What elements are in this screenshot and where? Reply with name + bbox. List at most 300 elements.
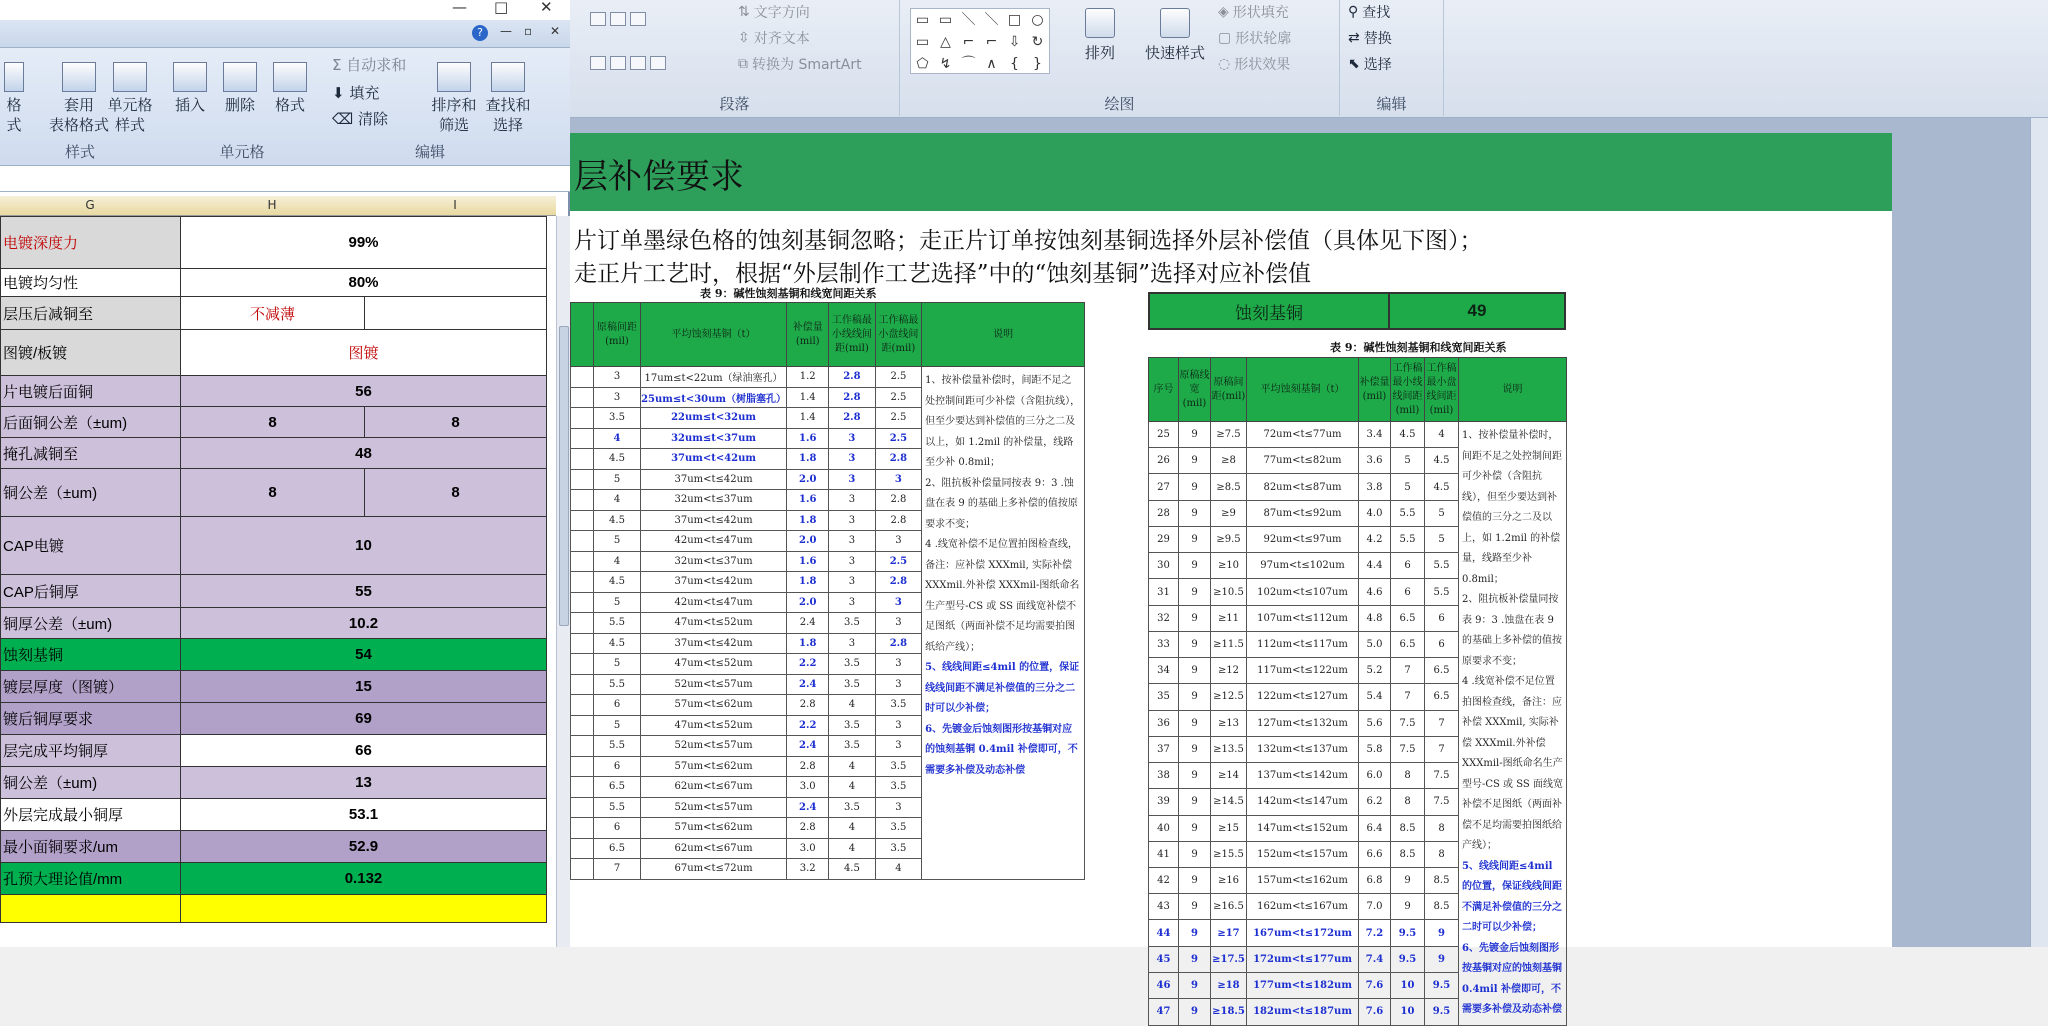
label-cell[interactable]: 镀层厚度（图镀） xyxy=(1,671,181,703)
table-cell: 6 xyxy=(1391,579,1425,605)
table-cell: 4.5 xyxy=(1425,448,1459,474)
sheet-row xyxy=(1,376,547,407)
editing-group-label: 编辑 xyxy=(414,143,445,161)
table-header-cell: 平均蚀刻基铜（t） xyxy=(1247,358,1359,422)
outline-icon: ▢ xyxy=(1218,30,1232,46)
table-cell: 132um<t≤137um xyxy=(1247,736,1359,762)
binoculars-icon: ⚲ xyxy=(1348,4,1359,20)
label-cell[interactable]: 铜公差（±um) xyxy=(1,767,181,799)
table-cell: 4.5 xyxy=(1391,422,1425,448)
table-cell: 38 xyxy=(1149,763,1179,789)
table-cell: 32 xyxy=(1149,605,1179,631)
insert-button[interactable]: 插入 xyxy=(170,62,210,115)
label-cell[interactable]: 蚀刻基铜 xyxy=(1,639,181,671)
shape-effects-button[interactable]: ◌ 形状效果 xyxy=(1218,56,1291,73)
value-cell[interactable]: 53.1 xyxy=(181,799,547,831)
indent-icon[interactable] xyxy=(610,12,626,26)
table-cell: 6 xyxy=(594,695,641,716)
table-cell: 10 xyxy=(1391,999,1425,1025)
table-cell: 3 xyxy=(875,613,922,634)
notes-cell xyxy=(922,367,1085,880)
table-cell: 5 xyxy=(594,592,641,613)
shape-item[interactable]: ○ xyxy=(1031,12,1044,28)
close-button[interactable]: ✕ xyxy=(540,0,553,16)
align-right-icon[interactable] xyxy=(630,56,646,70)
label-cell[interactable]: CAP后铜厚 xyxy=(1,575,181,608)
table-cell xyxy=(571,592,594,613)
table-cell: 32um<t≤37um xyxy=(640,490,787,511)
shape-item[interactable]: ⌐ xyxy=(985,34,998,50)
delete-button[interactable]: 删除 xyxy=(220,62,260,115)
table-cell: ≥8 xyxy=(1211,448,1247,474)
note-paragraph: 4 .线宽补偿不足位置拍图检查线，备注：应补偿 XXXmil, 实际补偿 XXXmil.外补偿 XXXmil-图纸命名生产型号-CS 或 SS 面线宽补偿不足图纸（两面补偿不足均需要拍图纸给产线）； xyxy=(925,539,1080,653)
sheet-row xyxy=(1,671,547,703)
bullet-list-icon[interactable] xyxy=(590,12,606,26)
align-center-icon[interactable] xyxy=(610,56,626,70)
table-cell xyxy=(571,674,594,695)
table-header-cell: 原稿间距(mil) xyxy=(1211,358,1247,422)
value-cell[interactable]: 13 xyxy=(181,767,547,799)
table-cell xyxy=(571,695,594,716)
table-cell: 52um<t≤57um xyxy=(640,736,787,757)
compensation-table-right xyxy=(1148,357,1567,1026)
shape-item[interactable]: ▭ xyxy=(915,12,930,28)
shape-item[interactable]: ＼ xyxy=(961,12,976,28)
table-cell: 57um<t≤62um xyxy=(640,756,787,777)
table-cell xyxy=(571,818,594,839)
table-cell: 92um<t≤97um xyxy=(1247,526,1359,552)
sheet-row xyxy=(1,703,547,735)
table-cell xyxy=(571,715,594,736)
paragraph-group xyxy=(570,0,900,116)
list-buttons[interactable] xyxy=(590,12,646,26)
table-cell: 97um<t≤102um xyxy=(1247,553,1359,579)
shape-item[interactable]: □ xyxy=(1007,12,1022,28)
shape-item[interactable]: { xyxy=(1010,56,1019,72)
table-cell: 3.5 xyxy=(829,797,876,818)
value-cell[interactable] xyxy=(365,297,547,330)
label-cell[interactable]: 外层完成最小铜厚 xyxy=(1,799,181,831)
table-cell xyxy=(571,736,594,757)
help-icon[interactable]: ? xyxy=(472,25,488,41)
table-cell: 172um<t≤177um xyxy=(1247,946,1359,972)
table-cell xyxy=(571,572,594,593)
table-cell: 3 xyxy=(875,736,922,757)
label-cell[interactable]: 后面铜公差（±um) xyxy=(1,407,181,438)
paragraph-group-label: 段落 xyxy=(719,95,750,113)
sheet-row xyxy=(1,575,547,608)
sheet-row xyxy=(1,831,547,863)
table-cell: 4 xyxy=(829,695,876,716)
table-cell: ≥11 xyxy=(1211,605,1247,631)
table-cell: 9 xyxy=(1179,448,1211,474)
table-cell: 47um<t≤52um xyxy=(640,715,787,736)
table-cell: 3 xyxy=(829,449,876,470)
shape-item[interactable]: } xyxy=(1033,56,1042,72)
find-select-button[interactable]: 查找和 选择 xyxy=(478,62,538,135)
table-cell: 3.6 xyxy=(1359,448,1391,474)
label-cell[interactable]: CAP电镀 xyxy=(1,517,181,575)
table-cell: 6 xyxy=(594,756,641,777)
document-page[interactable] xyxy=(570,133,1892,1018)
note-paragraph: 6、先镀金后蚀刻图形按基铜对应的蚀刻基铜 0.4mil 补偿即可，不需要多补偿及动态补偿 xyxy=(925,723,1078,776)
value-cell[interactable]: 56 xyxy=(181,376,547,407)
table-cell: 1.8 xyxy=(787,510,829,531)
scroll-thumb[interactable] xyxy=(559,326,569,626)
table-cell: 3.5 xyxy=(875,695,922,716)
note-paragraph: 2、阻抗板补偿量同按表 9：3 .蚀盘在表 9 的基础上多补偿的值按原要求不变； xyxy=(925,477,1078,530)
table-cell: 5.5 xyxy=(1425,579,1459,605)
table-cell: 3.0 xyxy=(787,838,829,859)
table-header-cell: 补偿量(mil) xyxy=(787,303,829,367)
sheet-row xyxy=(1,639,547,671)
table-cell: 4.8 xyxy=(1359,605,1391,631)
maximize-button[interactable]: □ xyxy=(494,0,509,16)
table-cell: ≥9 xyxy=(1211,500,1247,526)
align-buttons[interactable] xyxy=(590,56,666,70)
value-cell[interactable]: 69 xyxy=(181,703,547,735)
table-cell: 37um<t≤42um xyxy=(640,633,787,654)
table-cell: 5 xyxy=(1391,448,1425,474)
table-cell: 2.8 xyxy=(829,408,876,429)
table-cell: 8 xyxy=(1391,763,1425,789)
sort-filter-button[interactable]: 排序和 筛选 xyxy=(428,62,480,135)
value-cell[interactable]: 99% xyxy=(181,217,547,269)
replace-button[interactable]: ⇄ 替换 xyxy=(1348,30,1392,47)
cursor-icon: ⬉ xyxy=(1348,56,1360,72)
text-direction-icon: ⇅ xyxy=(738,4,750,20)
table-cell xyxy=(571,531,594,552)
label-cell[interactable] xyxy=(1,895,181,923)
autosum-button[interactable]: Σ 自动求和 xyxy=(332,56,407,74)
label-cell[interactable]: 铜厚公差（±um) xyxy=(1,608,181,639)
table-cell xyxy=(571,777,594,798)
column-header-g[interactable]: G xyxy=(85,198,95,212)
table-cell: 137um<t≤142um xyxy=(1247,763,1359,789)
label-cell[interactable]: 掩孔减铜至 xyxy=(1,438,181,469)
column-header-i[interactable]: I xyxy=(453,198,457,212)
align-text-icon: ⇳ xyxy=(738,30,750,46)
table-cell: 4.5 xyxy=(1425,474,1459,500)
table-cell: 9 xyxy=(1179,894,1211,920)
table-cell: 5.5 xyxy=(1391,526,1425,552)
table-cell: 3.5 xyxy=(829,715,876,736)
table-cell: 9 xyxy=(1179,422,1211,448)
table-cell: 26 xyxy=(1149,448,1179,474)
word-window xyxy=(570,0,2048,1018)
shape-outline-button[interactable]: ▢ 形状轮廓 xyxy=(1218,30,1292,47)
styles-group-label: 样式 xyxy=(64,143,95,161)
table-cell: ≥18 xyxy=(1211,972,1247,998)
excel-tabbar xyxy=(0,20,570,48)
table-cell: 5.2 xyxy=(1359,658,1391,684)
table-cell: 4 xyxy=(1425,422,1459,448)
table-cell: ≥10.5 xyxy=(1211,579,1247,605)
ribbon-minimize-button[interactable]: — xyxy=(500,24,512,38)
sheet-row xyxy=(1,895,547,923)
ribbon-restore-button[interactable]: ▫ xyxy=(524,24,533,38)
format-button[interactable]: 格式 xyxy=(270,62,310,115)
shape-item[interactable]: ⇩ xyxy=(1008,34,1021,50)
minimize-button[interactable]: — xyxy=(452,0,467,16)
table-cell: 9.5 xyxy=(1391,946,1425,972)
table-cell: 9 xyxy=(1179,920,1211,946)
label-cell[interactable]: 图镀/板镀 xyxy=(1,330,181,376)
table-cell: 3.5 xyxy=(875,818,922,839)
shape-gallery[interactable] xyxy=(910,8,1050,74)
table-cell: 57um<t≤62um xyxy=(640,818,787,839)
table-cell: 4.0 xyxy=(1359,500,1391,526)
table-cell: 2.8 xyxy=(829,367,876,388)
table-cell: 3 xyxy=(829,469,876,490)
label-cell[interactable]: 最小面铜要求/um xyxy=(1,831,181,863)
table-cell: 7.5 xyxy=(1391,710,1425,736)
table-cell: 9 xyxy=(1179,500,1211,526)
label-cell[interactable]: 电镀深度力 xyxy=(1,217,181,269)
table-header-cell: 说明 xyxy=(922,303,1085,367)
table-header-cell: 原稿线宽(mil) xyxy=(1179,358,1211,422)
table-cell: 77um<t≤82um xyxy=(1247,448,1359,474)
clear-button[interactable]: ⌫ 清除 xyxy=(332,110,389,128)
table-cell: ≥8.5 xyxy=(1211,474,1247,500)
table-cell: 7.6 xyxy=(1359,972,1391,998)
ribbon-close-button[interactable]: ✕ xyxy=(550,24,561,38)
table-cell: 3 xyxy=(829,572,876,593)
table-cell: 7 xyxy=(594,859,641,880)
etch-base-copper-box xyxy=(1148,292,1566,330)
table-cell: 6 xyxy=(1425,605,1459,631)
table-cell: 3.5 xyxy=(875,756,922,777)
fill-button[interactable]: ⬇ 填充 xyxy=(332,84,380,102)
word-vertical-scrollbar[interactable] xyxy=(2030,118,2048,947)
table-cell: 9 xyxy=(1179,605,1211,631)
label-cell[interactable]: 孔预大理论值/mm xyxy=(1,863,181,895)
table-cell: 167um<t≤172um xyxy=(1247,920,1359,946)
table-cell: 6 xyxy=(1391,553,1425,579)
etch-label: 蚀刻基铜 xyxy=(1149,293,1389,329)
table-cell xyxy=(571,469,594,490)
excel-titlebar xyxy=(0,0,570,20)
quick-styles-icon xyxy=(1160,8,1190,38)
convert-smartart-button[interactable]: ⧉ 转换为 SmartArt xyxy=(738,56,862,73)
table-cell: 9 xyxy=(1179,553,1211,579)
formula-bar[interactable] xyxy=(0,166,570,192)
table-header-cell: 序号 xyxy=(1149,358,1179,422)
title-banner xyxy=(570,133,1892,211)
table-cell: 2.0 xyxy=(787,469,829,490)
value-cell[interactable] xyxy=(181,895,547,923)
table-cell: 9 xyxy=(1391,867,1425,893)
table-cell: 32um<t≤37um xyxy=(640,551,787,572)
value-cell[interactable]: 15 xyxy=(181,671,547,703)
binoculars-icon xyxy=(491,62,525,92)
arrange-button[interactable]: 排列 xyxy=(1075,8,1125,63)
shape-item[interactable]: △ xyxy=(940,34,951,50)
table-cell: 8.5 xyxy=(1391,815,1425,841)
cell-style-button[interactable]: 单元格 样式 xyxy=(98,62,162,135)
label-cell[interactable]: 铜公差（±um) xyxy=(1,469,181,517)
value-cell[interactable]: 0.132 xyxy=(181,863,547,895)
value-cell[interactable]: 10.2 xyxy=(181,608,547,639)
table-cell: 9 xyxy=(1179,526,1211,552)
table-cell: 8.5 xyxy=(1425,867,1459,893)
shape-item[interactable]: ▭ xyxy=(915,34,930,50)
table-cell: 117um<t≤122um xyxy=(1247,658,1359,684)
table-cell: ≥12 xyxy=(1211,658,1247,684)
table-cell: 3 xyxy=(829,592,876,613)
table-cell xyxy=(571,387,594,408)
table-cell: 162um<t≤167um xyxy=(1247,894,1359,920)
table-cell: 3.5 xyxy=(875,777,922,798)
align-text-button[interactable]: ⇳ 对齐文本 xyxy=(738,30,810,47)
table-cell: 6.8 xyxy=(1359,867,1391,893)
shape-item[interactable]: ∧ xyxy=(986,56,997,72)
label-cell[interactable]: 电镀均匀性 xyxy=(1,269,181,297)
delete-cells-icon xyxy=(223,62,257,92)
table-cell xyxy=(571,510,594,531)
table-cell: 3.0 xyxy=(787,777,829,798)
find-button[interactable]: ⚲ 查找 xyxy=(1348,4,1391,21)
table-cell: 6.5 xyxy=(594,838,641,859)
column-header-h[interactable]: H xyxy=(267,198,277,212)
table-cell: 5.5 xyxy=(1391,500,1425,526)
table-cell: 2.0 xyxy=(787,592,829,613)
shape-item[interactable]: ▭ xyxy=(938,12,953,28)
note-paragraph: 1、按补偿量补偿时，间距不足之处控制间距可少补偿（含阻抗线），但至少要达到补偿值的三分之二及以上，如 1.2mil 的补偿量，线路至少补 0.8mil； xyxy=(1462,430,1562,585)
value-cell[interactable]: 66 xyxy=(181,735,547,767)
table-cell: 3.5 xyxy=(875,838,922,859)
table-cell: 9 xyxy=(1425,946,1459,972)
table-cell: 5 xyxy=(1391,474,1425,500)
shape-item[interactable]: ↯ xyxy=(939,56,952,72)
table-cell: 9 xyxy=(1425,920,1459,946)
table-cell: 43 xyxy=(1149,894,1179,920)
shape-item[interactable]: ⌒ xyxy=(961,56,976,72)
table-cell: ≥13 xyxy=(1211,710,1247,736)
table-cell: 9 xyxy=(1179,972,1211,998)
value-cell[interactable]: 8 xyxy=(365,469,547,517)
table-cell xyxy=(571,838,594,859)
value-cell[interactable]: 8 xyxy=(181,469,365,517)
table-cell: 42um<t≤47um xyxy=(640,531,787,552)
outdent-icon[interactable] xyxy=(630,12,646,26)
align-left-icon[interactable] xyxy=(590,56,606,70)
table-cell: ≥7.5 xyxy=(1211,422,1247,448)
table-cell: 3.5 xyxy=(829,613,876,634)
label-cell[interactable]: 片电镀后面铜 xyxy=(1,376,181,407)
table-cell: 2.4 xyxy=(787,797,829,818)
table-cell: 7.5 xyxy=(1425,763,1459,789)
table-cell: ≥16.5 xyxy=(1211,894,1247,920)
fill-icon: ◈ xyxy=(1218,4,1229,20)
table-cell: 47 xyxy=(1149,999,1179,1025)
label-cell[interactable]: 层压后减铜至 xyxy=(1,297,181,330)
table-cell: 8 xyxy=(1425,815,1459,841)
table-cell: 127um<t≤132um xyxy=(1247,710,1359,736)
table-cell: ≥15 xyxy=(1211,815,1247,841)
table-cell: 5.0 xyxy=(1359,631,1391,657)
table-format-icon xyxy=(62,62,96,92)
excel-ribbon xyxy=(0,48,570,166)
table-cell: 3 xyxy=(875,674,922,695)
table-cell: 2.5 xyxy=(875,408,922,429)
text-direction-button[interactable]: ⇅ 文字方向 xyxy=(738,4,810,21)
table-row xyxy=(1149,422,1567,448)
value-cell[interactable]: 图镀 xyxy=(181,330,547,376)
table-cell: 6.5 xyxy=(1391,631,1425,657)
table-cell: 3 xyxy=(829,551,876,572)
value-cell[interactable]: 55 xyxy=(181,575,547,608)
sheet-row xyxy=(1,799,547,831)
label-cell[interactable]: 镀后铜厚要求 xyxy=(1,703,181,735)
compensation-table-left xyxy=(570,302,1085,880)
excel-vertical-scrollbar[interactable] xyxy=(556,216,570,947)
table-cell: 3 xyxy=(829,490,876,511)
table-cell: 3.5 xyxy=(829,654,876,675)
cells-group-label: 单元格 xyxy=(219,143,265,161)
table-cell: 33 xyxy=(1149,631,1179,657)
table-cell: 25 xyxy=(1149,422,1179,448)
value-cell[interactable]: 8 xyxy=(365,407,547,438)
table-cell: 39 xyxy=(1149,789,1179,815)
shape-item[interactable]: ⌐ xyxy=(962,34,975,50)
table-cell: 5.8 xyxy=(1359,736,1391,762)
table-cell: 7.2 xyxy=(1359,920,1391,946)
value-cell[interactable]: 80% xyxy=(181,269,547,297)
value-cell[interactable]: 54 xyxy=(181,639,547,671)
shape-item[interactable]: ↻ xyxy=(1031,34,1044,50)
table-cell: 8 xyxy=(1425,841,1459,867)
eraser-icon: ⌫ xyxy=(332,110,354,128)
table-cell: 62um<t≤67um xyxy=(640,838,787,859)
insert-cells-icon xyxy=(173,62,207,92)
table-cell: 47um<t≤52um xyxy=(640,613,787,634)
table-cell: 9 xyxy=(1179,789,1211,815)
shape-fill-button[interactable]: ◈ 形状填充 xyxy=(1218,4,1289,21)
format-cut-button[interactable]: 格式 xyxy=(0,62,28,135)
table-cell: 4.6 xyxy=(1359,579,1391,605)
table-cell: 52um<t≤57um xyxy=(640,797,787,818)
shape-item[interactable]: ＼ xyxy=(984,12,999,28)
value-cell[interactable]: 10 xyxy=(181,517,547,575)
justify-icon[interactable] xyxy=(650,56,666,70)
shape-item[interactable]: ⬠ xyxy=(916,56,929,72)
select-button[interactable]: ⬉ 选择 xyxy=(1348,56,1392,73)
table-cell: 7.0 xyxy=(1359,894,1391,920)
table-cell: 6.4 xyxy=(1359,815,1391,841)
table-cell: 5 xyxy=(1425,526,1459,552)
table-cell: ≥11.5 xyxy=(1211,631,1247,657)
value-cell[interactable]: 52.9 xyxy=(181,831,547,863)
table-cell: 4.5 xyxy=(594,449,641,470)
table-cell: 4.5 xyxy=(829,859,876,880)
value-cell[interactable]: 8 xyxy=(181,407,365,438)
table-cell: 4.4 xyxy=(1359,553,1391,579)
table-cell: 9 xyxy=(1179,867,1211,893)
label-cell[interactable]: 层完成平均铜厚 xyxy=(1,735,181,767)
table-cell: 1.8 xyxy=(787,633,829,654)
table-cell: 5.5 xyxy=(594,613,641,634)
table-cell: 37um<t≤42um xyxy=(640,572,787,593)
table-cell: 142um<t≤147um xyxy=(1247,789,1359,815)
table-format-button[interactable]: 套用 表格格式 xyxy=(44,62,114,135)
value-cell[interactable]: 48 xyxy=(181,438,547,469)
value-cell[interactable]: 不减薄 xyxy=(181,297,365,330)
table-cell: 7.5 xyxy=(1425,789,1459,815)
table-cell xyxy=(571,633,594,654)
table-cell: 1.8 xyxy=(787,572,829,593)
quick-styles-button[interactable]: 快速样式 xyxy=(1140,8,1210,63)
